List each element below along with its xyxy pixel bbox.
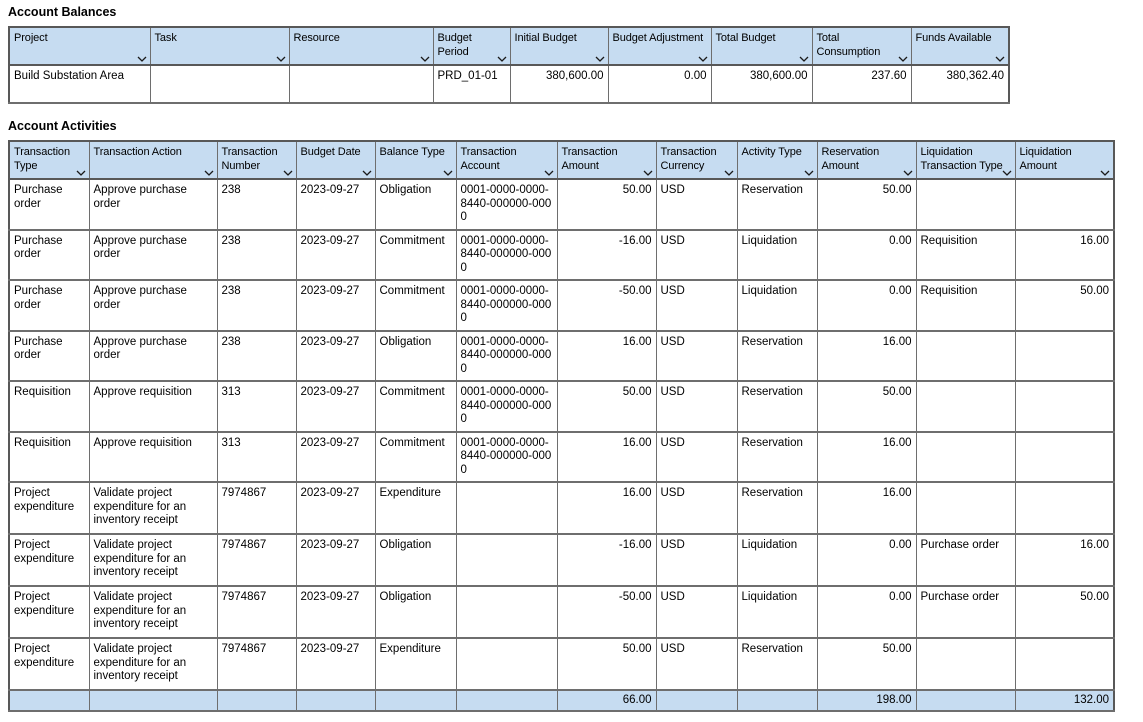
cell-transaction-type: Requisition bbox=[9, 432, 89, 483]
cell-transaction-amount: 50.00 bbox=[557, 179, 656, 230]
cell-transaction-type: Purchase order bbox=[9, 230, 89, 281]
cell-transaction-action: Validate project expenditure for an inventory receipt bbox=[89, 586, 217, 638]
totals-cell-transaction-amount: 66.00 bbox=[557, 690, 656, 711]
cell-transaction-number: 7974867 bbox=[217, 638, 296, 690]
table-row bbox=[9, 280, 1114, 331]
chevron-down-icon[interactable] bbox=[544, 170, 554, 176]
account-activities-table bbox=[8, 140, 1115, 712]
cell-activity-type: Reservation bbox=[737, 482, 817, 534]
chevron-down-icon[interactable] bbox=[420, 56, 430, 62]
cell-balance-type: Commitment bbox=[375, 432, 456, 483]
cell-transaction-account bbox=[456, 586, 557, 638]
cell-transaction-action: Validate project expenditure for an inventory receipt bbox=[89, 638, 217, 690]
cell-transaction-number: 313 bbox=[217, 381, 296, 432]
table-row bbox=[9, 65, 1009, 103]
column-header-label: Liquidation Amount bbox=[1019, 146, 1072, 172]
cell-balance-type: Commitment bbox=[375, 381, 456, 432]
chevron-down-icon[interactable] bbox=[204, 170, 214, 176]
chevron-down-icon[interactable] bbox=[137, 56, 147, 62]
chevron-down-icon[interactable] bbox=[643, 170, 653, 176]
cell-budget-date: 2023-09-27 bbox=[296, 280, 375, 331]
totals-cell-liquidation-amount: 132.00 bbox=[1015, 690, 1114, 711]
header-row bbox=[9, 27, 1009, 65]
cell-reservation-amount: 50.00 bbox=[817, 381, 916, 432]
cell-liquidation-amount: 50.00 bbox=[1015, 586, 1114, 638]
cell-liquidation-transaction-type: Purchase order bbox=[916, 586, 1015, 638]
table-row bbox=[9, 230, 1114, 281]
column-header-budget-adjustment[interactable] bbox=[608, 27, 711, 65]
column-header-budget-period[interactable] bbox=[433, 27, 510, 65]
account-balances-section bbox=[8, 5, 1143, 104]
cell-balance-type: Obligation bbox=[375, 586, 456, 638]
cell-activity-type: Reservation bbox=[737, 638, 817, 690]
column-header-label: Transaction Number bbox=[221, 146, 278, 172]
cell-budget-date: 2023-09-27 bbox=[296, 482, 375, 534]
table-row bbox=[9, 179, 1114, 230]
cell-transaction-account bbox=[456, 534, 557, 586]
table-row bbox=[9, 432, 1114, 483]
cell-transaction-account: 0001-0000-0000-8440-000000-0000 bbox=[456, 381, 557, 432]
cell-transaction-amount: 16.00 bbox=[557, 331, 656, 382]
cell-transaction-amount: -50.00 bbox=[557, 586, 656, 638]
column-header-balance-type[interactable] bbox=[375, 141, 456, 179]
cell-balance-type: Obligation bbox=[375, 534, 456, 586]
cell-liquidation-amount: 16.00 bbox=[1015, 230, 1114, 281]
column-header-label: Reservation Amount bbox=[821, 146, 880, 172]
column-header-label: Budget Period bbox=[437, 32, 472, 58]
cell-budget-date: 2023-09-27 bbox=[296, 331, 375, 382]
cell-transaction-type: Purchase order bbox=[9, 280, 89, 331]
cell-transaction-number: 7974867 bbox=[217, 482, 296, 534]
totals-cell-balance-type bbox=[375, 690, 456, 711]
column-header-label: Task bbox=[154, 32, 177, 44]
cell-liquidation-amount: 50.00 bbox=[1015, 280, 1114, 331]
column-header-label: Balance Type bbox=[379, 146, 445, 158]
account-balances-title: Account Balances bbox=[8, 5, 117, 19]
column-header-label: Transaction Amount bbox=[561, 146, 618, 172]
cell-budget-period: PRD_01-01 bbox=[433, 65, 510, 103]
column-header-total-consumption[interactable] bbox=[812, 27, 911, 65]
column-header-label: Total Budget bbox=[715, 32, 776, 44]
chevron-down-icon[interactable] bbox=[443, 170, 453, 176]
account-balances-table bbox=[8, 26, 1010, 104]
cell-reservation-amount: 50.00 bbox=[817, 638, 916, 690]
column-header-funds-available[interactable] bbox=[911, 27, 1009, 65]
cell-liquidation-transaction-type: Requisition bbox=[916, 230, 1015, 281]
cell-liquidation-transaction-type bbox=[916, 482, 1015, 534]
cell-transaction-action: Validate project expenditure for an inventory receipt bbox=[89, 534, 217, 586]
cell-balance-type: Obligation bbox=[375, 179, 456, 230]
cell-transaction-account: 0001-0000-0000-8440-000000-0000 bbox=[456, 331, 557, 382]
totals-row bbox=[9, 690, 1114, 711]
cell-activity-type: Liquidation bbox=[737, 280, 817, 331]
cell-liquidation-amount: 16.00 bbox=[1015, 534, 1114, 586]
cell-balance-type: Commitment bbox=[375, 280, 456, 331]
cell-activity-type: Reservation bbox=[737, 381, 817, 432]
cell-balance-type: Expenditure bbox=[375, 482, 456, 534]
cell-transaction-action: Approve purchase order bbox=[89, 179, 217, 230]
chevron-down-icon[interactable] bbox=[1100, 170, 1110, 176]
cell-transaction-action: Approve purchase order bbox=[89, 331, 217, 382]
cell-task bbox=[150, 65, 289, 103]
cell-liquidation-amount bbox=[1015, 331, 1114, 382]
column-header-transaction-account[interactable] bbox=[456, 141, 557, 179]
cell-balance-type: Expenditure bbox=[375, 638, 456, 690]
cell-activity-type: Liquidation bbox=[737, 230, 817, 281]
chevron-down-icon[interactable] bbox=[898, 56, 908, 62]
column-header-total-budget[interactable] bbox=[711, 27, 812, 65]
chevron-down-icon[interactable] bbox=[995, 56, 1005, 62]
cell-transaction-currency: USD bbox=[656, 482, 737, 534]
column-header-label: Project bbox=[14, 32, 48, 44]
cell-activity-type: Reservation bbox=[737, 179, 817, 230]
cell-balance-type: Obligation bbox=[375, 331, 456, 382]
totals-cell-reservation-amount: 198.00 bbox=[817, 690, 916, 711]
cell-transaction-currency: USD bbox=[656, 179, 737, 230]
cell-transaction-amount: 50.00 bbox=[557, 381, 656, 432]
account-activities-title: Account Activities bbox=[8, 119, 117, 133]
column-header-task[interactable] bbox=[150, 27, 289, 65]
cell-budget-adjustment: 0.00 bbox=[608, 65, 711, 103]
header-row bbox=[9, 141, 1114, 179]
column-header-transaction-type[interactable] bbox=[9, 141, 89, 179]
chevron-down-icon[interactable] bbox=[1002, 170, 1012, 176]
cell-budget-date: 2023-09-27 bbox=[296, 534, 375, 586]
cell-liquidation-transaction-type bbox=[916, 638, 1015, 690]
cell-liquidation-transaction-type bbox=[916, 432, 1015, 483]
column-header-initial-budget[interactable] bbox=[510, 27, 608, 65]
chevron-down-icon[interactable] bbox=[595, 56, 605, 62]
cell-transaction-action: Validate project expenditure for an inventory receipt bbox=[89, 482, 217, 534]
cell-total-consumption: 237.60 bbox=[812, 65, 911, 103]
column-header-liquidation-transaction-type[interactable] bbox=[916, 141, 1015, 179]
totals-cell-transaction-account bbox=[456, 690, 557, 711]
column-header-label: Budget Adjustment bbox=[612, 32, 704, 44]
totals-cell-activity-type bbox=[737, 690, 817, 711]
cell-liquidation-amount bbox=[1015, 638, 1114, 690]
chevron-down-icon[interactable] bbox=[276, 56, 286, 62]
cell-budget-date: 2023-09-27 bbox=[296, 638, 375, 690]
column-header-label: Liquidation Transaction Type bbox=[920, 146, 1003, 172]
cell-transaction-number: 238 bbox=[217, 280, 296, 331]
column-header-activity-type[interactable] bbox=[737, 141, 817, 179]
column-header-resource[interactable] bbox=[289, 27, 433, 65]
totals-cell-transaction-action bbox=[89, 690, 217, 711]
cell-reservation-amount: 0.00 bbox=[817, 280, 916, 331]
cell-transaction-amount: -50.00 bbox=[557, 280, 656, 331]
totals-cell-transaction-currency bbox=[656, 690, 737, 711]
cell-budget-date: 2023-09-27 bbox=[296, 432, 375, 483]
cell-resource bbox=[289, 65, 433, 103]
cell-activity-type: Reservation bbox=[737, 331, 817, 382]
chevron-down-icon[interactable] bbox=[903, 170, 913, 176]
chevron-down-icon[interactable] bbox=[724, 170, 734, 176]
cell-transaction-currency: USD bbox=[656, 331, 737, 382]
cell-total-budget: 380,600.00 bbox=[711, 65, 812, 103]
cell-transaction-currency: USD bbox=[656, 280, 737, 331]
cell-transaction-currency: USD bbox=[656, 432, 737, 483]
cell-liquidation-amount bbox=[1015, 482, 1114, 534]
cell-transaction-number: 238 bbox=[217, 179, 296, 230]
cell-transaction-currency: USD bbox=[656, 230, 737, 281]
cell-liquidation-transaction-type bbox=[916, 179, 1015, 230]
totals-cell-liquidation-transaction-type bbox=[916, 690, 1015, 711]
chevron-down-icon[interactable] bbox=[497, 56, 507, 62]
cell-transaction-account: 0001-0000-0000-8440-000000-0000 bbox=[456, 432, 557, 483]
table-row bbox=[9, 638, 1114, 690]
column-header-budget-date[interactable] bbox=[296, 141, 375, 179]
table-row bbox=[9, 482, 1114, 534]
column-header-transaction-currency[interactable] bbox=[656, 141, 737, 179]
cell-reservation-amount: 0.00 bbox=[817, 534, 916, 586]
cell-transaction-type: Project expenditure bbox=[9, 638, 89, 690]
cell-transaction-action: Approve requisition bbox=[89, 381, 217, 432]
table-row bbox=[9, 331, 1114, 382]
table-row bbox=[9, 534, 1114, 586]
table-row bbox=[9, 381, 1114, 432]
cell-reservation-amount: 0.00 bbox=[817, 586, 916, 638]
totals-cell-transaction-number bbox=[217, 690, 296, 711]
table-row bbox=[9, 586, 1114, 638]
chevron-down-icon[interactable] bbox=[362, 170, 372, 176]
cell-reservation-amount: 16.00 bbox=[817, 432, 916, 483]
cell-liquidation-amount bbox=[1015, 381, 1114, 432]
cell-transaction-type: Project expenditure bbox=[9, 482, 89, 534]
cell-liquidation-transaction-type bbox=[916, 331, 1015, 382]
cell-liquidation-transaction-type: Purchase order bbox=[916, 534, 1015, 586]
column-header-transaction-amount[interactable] bbox=[557, 141, 656, 179]
totals-cell-transaction-type bbox=[9, 690, 89, 711]
chevron-down-icon[interactable] bbox=[698, 56, 708, 62]
cell-transaction-account: 0001-0000-0000-8440-000000-0000 bbox=[456, 230, 557, 281]
cell-transaction-number: 238 bbox=[217, 230, 296, 281]
cell-transaction-amount: 16.00 bbox=[557, 432, 656, 483]
totals-cell-budget-date bbox=[296, 690, 375, 711]
cell-transaction-currency: USD bbox=[656, 638, 737, 690]
cell-transaction-amount: -16.00 bbox=[557, 230, 656, 281]
cell-transaction-account: 0001-0000-0000-8440-000000-0000 bbox=[456, 280, 557, 331]
column-header-label: Transaction Currency bbox=[660, 146, 717, 172]
cell-reservation-amount: 0.00 bbox=[817, 230, 916, 281]
cell-transaction-action: Approve requisition bbox=[89, 432, 217, 483]
cell-transaction-amount: 16.00 bbox=[557, 482, 656, 534]
cell-budget-date: 2023-09-27 bbox=[296, 230, 375, 281]
cell-liquidation-amount bbox=[1015, 179, 1114, 230]
column-header-label: Transaction Account bbox=[460, 146, 517, 172]
cell-transaction-account bbox=[456, 638, 557, 690]
column-header-label: Activity Type bbox=[741, 146, 802, 158]
chevron-down-icon[interactable] bbox=[283, 170, 293, 176]
cell-transaction-type: Project expenditure bbox=[9, 534, 89, 586]
cell-balance-type: Commitment bbox=[375, 230, 456, 281]
cell-transaction-number: 238 bbox=[217, 331, 296, 382]
cell-liquidation-amount bbox=[1015, 432, 1114, 483]
column-header-label: Transaction Action bbox=[93, 146, 182, 158]
account-activities-section bbox=[8, 119, 1143, 712]
cell-project: Build Substation Area bbox=[9, 65, 150, 103]
column-header-label: Resource bbox=[293, 32, 340, 44]
column-header-label: Transaction Type bbox=[14, 146, 70, 172]
cell-budget-date: 2023-09-27 bbox=[296, 179, 375, 230]
cell-transaction-type: Requisition bbox=[9, 381, 89, 432]
cell-transaction-amount: -16.00 bbox=[557, 534, 656, 586]
column-header-label: Funds Available bbox=[915, 32, 992, 44]
cell-activity-type: Liquidation bbox=[737, 534, 817, 586]
cell-transaction-type: Project expenditure bbox=[9, 586, 89, 638]
cell-transaction-number: 313 bbox=[217, 432, 296, 483]
cell-activity-type: Liquidation bbox=[737, 586, 817, 638]
cell-transaction-account: 0001-0000-0000-8440-000000-0000 bbox=[456, 179, 557, 230]
column-header-transaction-number[interactable] bbox=[217, 141, 296, 179]
cell-funds-available: 380,362.40 bbox=[911, 65, 1009, 103]
column-header-label: Total Consumption bbox=[816, 32, 881, 58]
cell-reservation-amount: 50.00 bbox=[817, 179, 916, 230]
chevron-down-icon[interactable] bbox=[799, 56, 809, 62]
column-header-label: Initial Budget bbox=[514, 32, 577, 44]
cell-transaction-action: Approve purchase order bbox=[89, 230, 217, 281]
column-header-liquidation-amount[interactable] bbox=[1015, 141, 1114, 179]
cell-initial-budget: 380,600.00 bbox=[510, 65, 608, 103]
cell-transaction-currency: USD bbox=[656, 586, 737, 638]
cell-liquidation-transaction-type: Requisition bbox=[916, 280, 1015, 331]
cell-transaction-amount: 50.00 bbox=[557, 638, 656, 690]
cell-reservation-amount: 16.00 bbox=[817, 331, 916, 382]
cell-liquidation-transaction-type bbox=[916, 381, 1015, 432]
cell-activity-type: Reservation bbox=[737, 432, 817, 483]
column-header-project[interactable] bbox=[9, 27, 150, 65]
cell-reservation-amount: 16.00 bbox=[817, 482, 916, 534]
cell-transaction-account bbox=[456, 482, 557, 534]
cell-transaction-currency: USD bbox=[656, 534, 737, 586]
cell-budget-date: 2023-09-27 bbox=[296, 381, 375, 432]
column-header-transaction-action[interactable] bbox=[89, 141, 217, 179]
cell-transaction-action: Approve purchase order bbox=[89, 280, 217, 331]
column-header-reservation-amount[interactable] bbox=[817, 141, 916, 179]
chevron-down-icon[interactable] bbox=[804, 170, 814, 176]
cell-transaction-number: 7974867 bbox=[217, 534, 296, 586]
cell-budget-date: 2023-09-27 bbox=[296, 586, 375, 638]
cell-transaction-type: Purchase order bbox=[9, 179, 89, 230]
cell-transaction-number: 7974867 bbox=[217, 586, 296, 638]
column-header-label: Budget Date bbox=[300, 146, 361, 158]
chevron-down-icon[interactable] bbox=[76, 170, 86, 176]
cell-transaction-currency: USD bbox=[656, 381, 737, 432]
cell-transaction-type: Purchase order bbox=[9, 331, 89, 382]
